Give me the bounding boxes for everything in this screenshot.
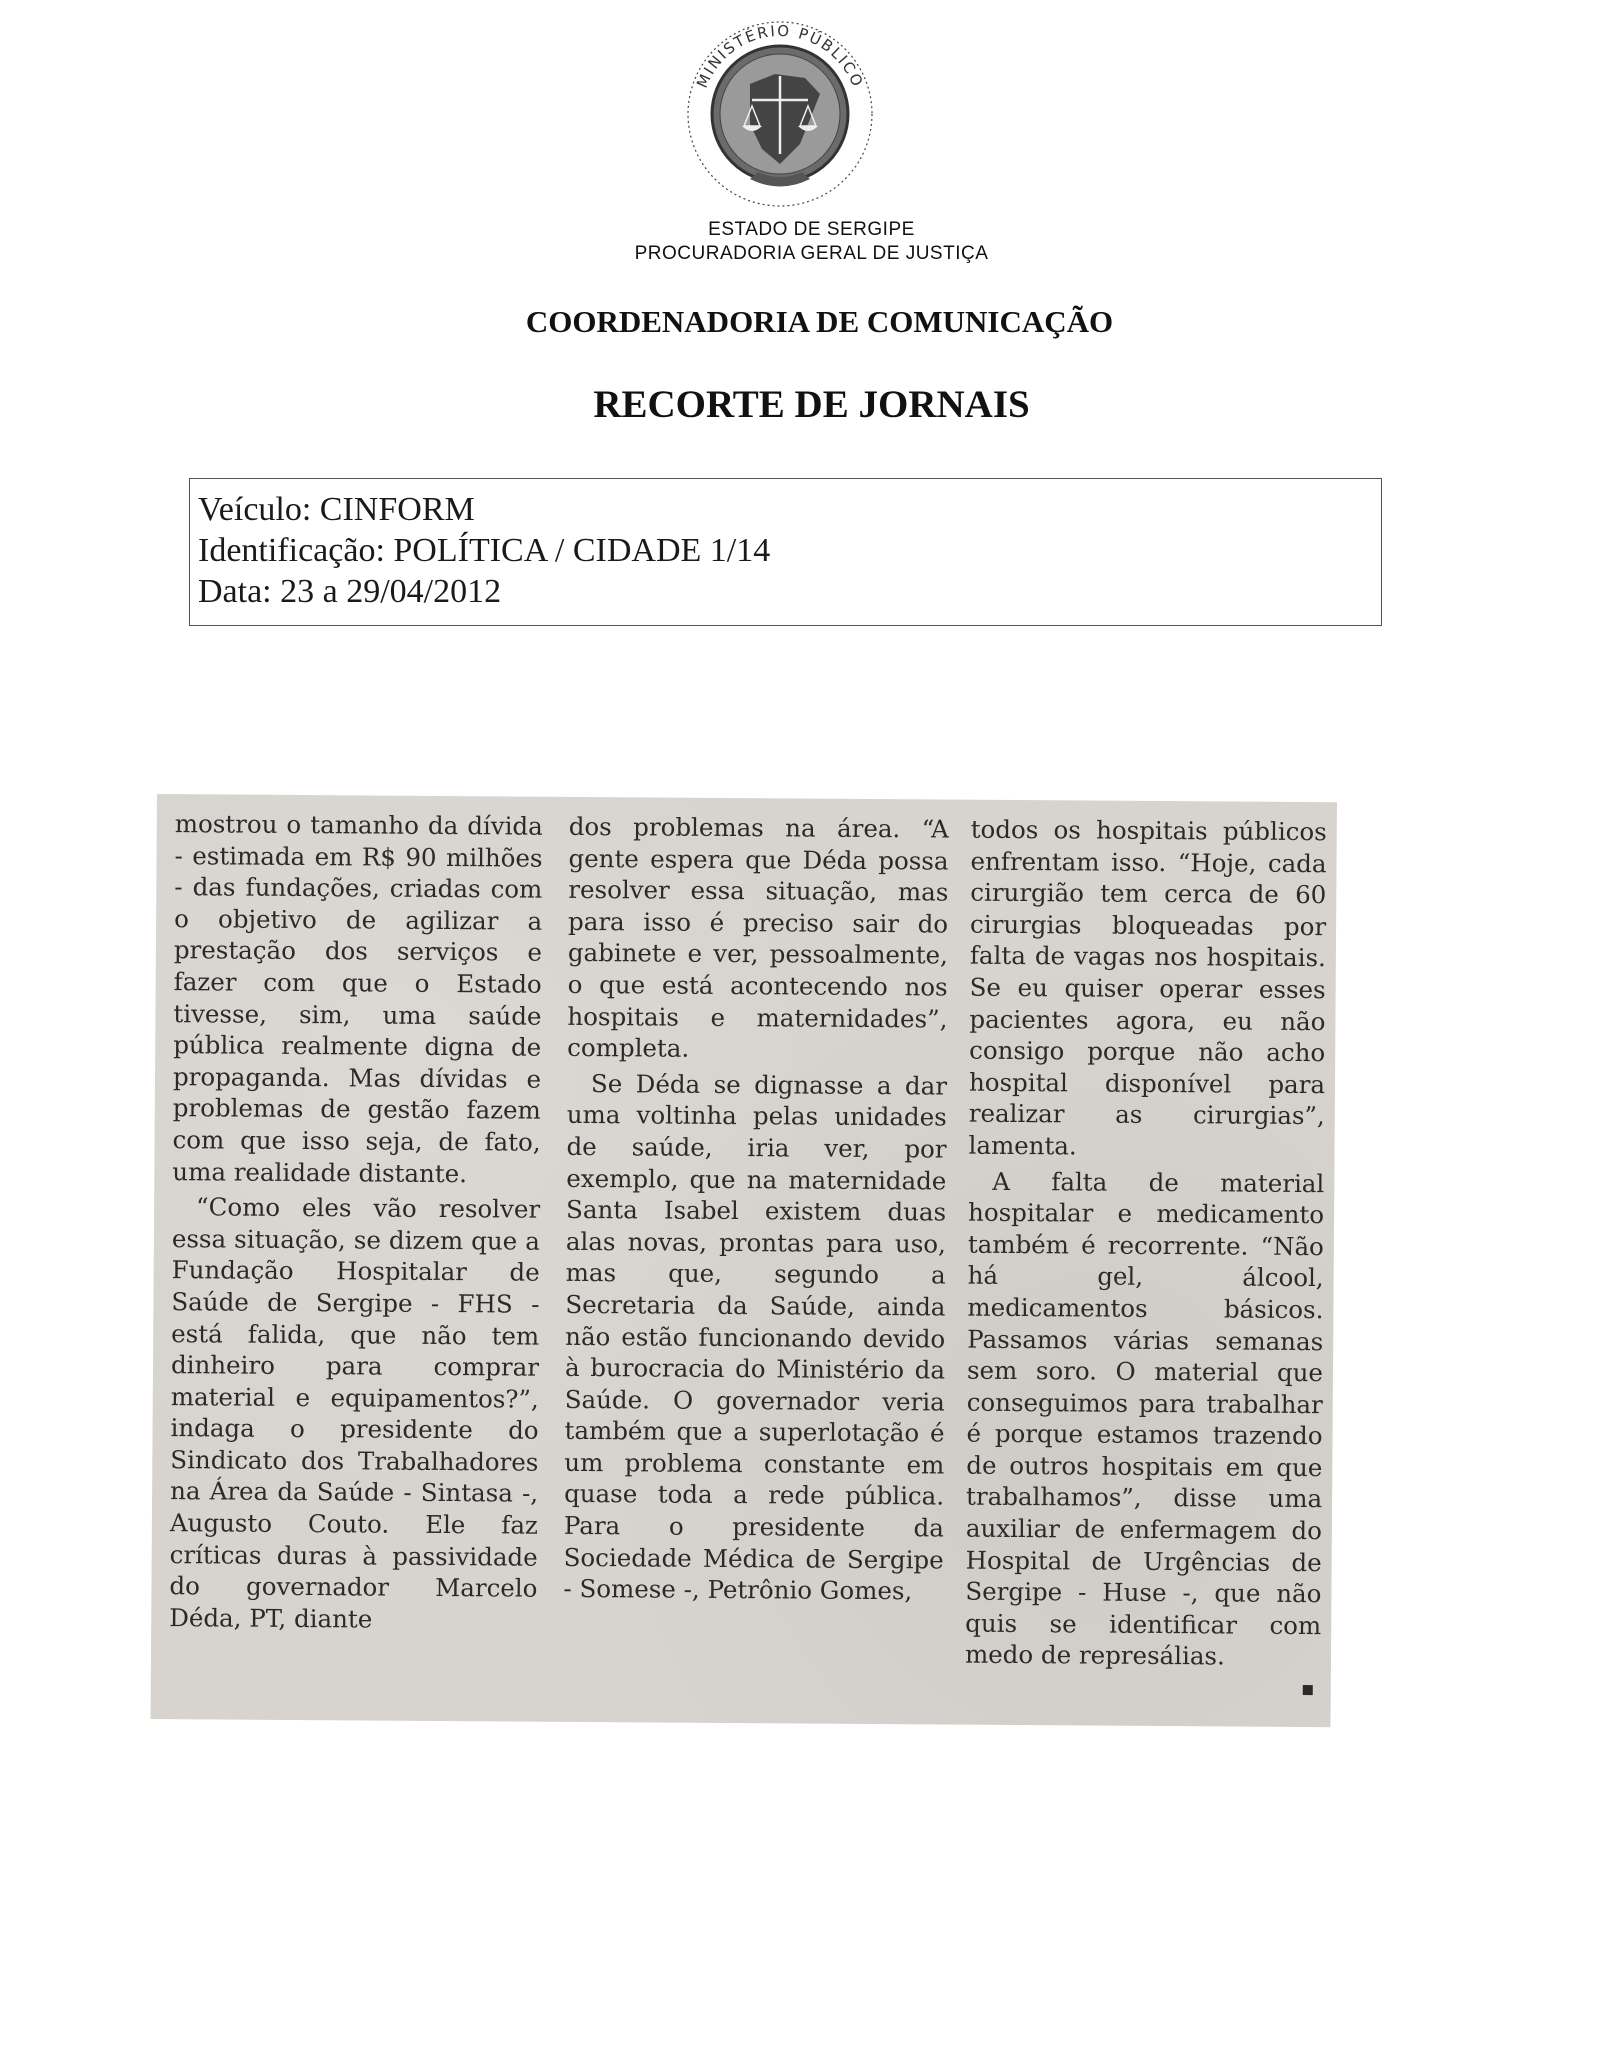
article-column-2 <box>563 811 949 1607</box>
article-column-1 <box>169 808 543 1636</box>
article-column-3 <box>965 814 1327 1695</box>
date-line: Data: 23 a 29/04/2012 <box>198 573 502 610</box>
identification-line: Identificação: POLÍTICA / CIDADE 1/14 <box>198 532 771 569</box>
paragraph: “Como eles vão resolver essa situação, se dizem que a Fundação Hospitalar de Saúde de Sergipe - FHS - está falida, que não tem dinheiro para comprar material e equipamentos?”, indaga o presidente do Sindicato dos Trabalhadores na Área da Saúde - Sintasa -, Augusto Couto. Ele faz críticas duras à passividade do governador Marcelo Déda, PT, diante <box>169 1192 541 1634</box>
vehicle-line: Veículo: CINFORM <box>198 491 475 528</box>
ministerio-publico-seal <box>680 14 880 214</box>
paragraph: dos problemas na área. “A gente espera que Déda possa resolver essa situação, mas para isso é preciso sair do gabinete e ver, pessoalmente, o que está acontecendo nos hospitais e maternidades”, completa. <box>567 811 949 1063</box>
state-name: ESTADO DE SERGIPE <box>708 219 915 240</box>
end-of-article-icon <box>1303 1685 1313 1695</box>
seal-text: MINISTÉRIO PÚBLICO <box>692 21 868 91</box>
paragraph: todos os hospitais públicos enfrentam isso. “Hoje, cada cirurgião tem cerca de 60 cirurgias bloqueadas por falta de vagas nos hospitais. Se eu quiser operar esses pacientes agora, eu não consigo porque não acho hospital disponível para realizar as cirurgias”, lamenta. <box>968 814 1327 1161</box>
clipping-title: RECORTE DE JORNAIS <box>593 383 1030 426</box>
newspaper-clipping <box>151 794 1337 1727</box>
clipping-info-box <box>189 478 1382 626</box>
paragraph: Se Déda se dignasse a dar uma voltinha pelas unidades de saúde, iria ver, por exemplo, que na maternidade Santa Isabel existem duas alas novas, prontas para uso, mas que, segundo a Secretaria da Saúde, ainda não estão funcionando devido à burocracia do Ministério da Saúde. O governador veria também que a superlotação é um problema constante em quase toda a rede pública. Para o presidente da Sociedade Médica de Sergipe - Somese -, Petrônio Gomes, <box>563 1068 948 1606</box>
department-title: COORDENADORIA DE COMUNICAÇÃO <box>525 304 1114 339</box>
office-name: PROCURADORIA GERAL DE JUSTIÇA <box>634 243 989 264</box>
paragraph: A falta de material hospitalar e medicamento também é recorrente. “Não há gel, álcool, medicamentos básicos. Passamos várias semanas sem soro. O material que conseguimos para trabalhar é porque estamos trazendo de outros hospitais em que trabalhamos”, disse uma auxiliar de enfermagem do Hospital de Urgências de Sergipe - Huse -, que não quis se identificar com medo de represálias. <box>964 1166 1325 1671</box>
paragraph: mostrou o tamanho da dívida - estimada em R$ 90 milhões - das fundações, criadas com o objetivo de agilizar a prestação dos serviços e fazer com que o Estado tivesse, sim, uma saúde pública realmente digna de propaganda. Mas dívidas e problemas de gestão fazem com que isso seja, de fato, uma realidade distante. <box>172 809 543 1188</box>
